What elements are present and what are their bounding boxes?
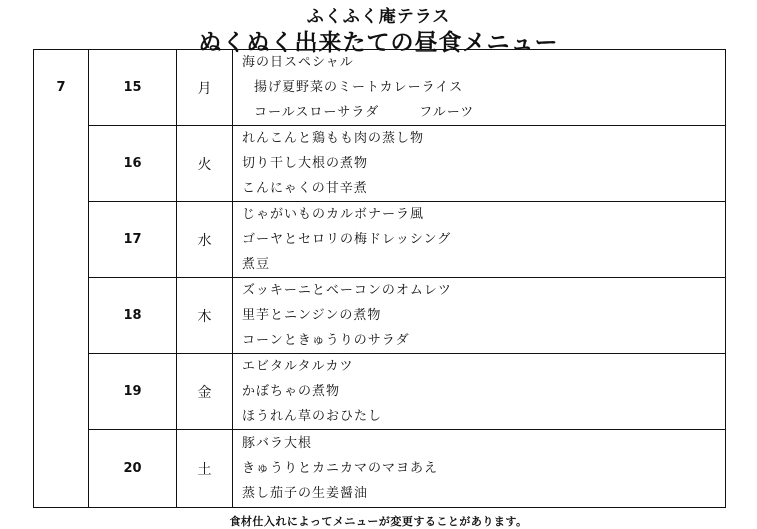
menu-row	[34, 202, 726, 278]
menu-cell	[233, 354, 726, 430]
menu-item: コールスローサラダ	[254, 105, 380, 120]
menu-item-pair	[242, 100, 725, 125]
menu-item: 揚げ夏野菜のミートカレーライス	[254, 80, 464, 95]
menu-row	[34, 50, 726, 126]
weekday-cell: 月	[177, 50, 233, 126]
menu-row	[34, 278, 726, 354]
menu-item: きゅうりとカニカマのマヨあえ	[242, 461, 439, 476]
menu-item: 豚バラ大根	[242, 436, 313, 451]
menu-row	[34, 126, 726, 202]
menu-title: ぬくぬく出来たての昼食メニュー	[198, 30, 559, 56]
weekday-cell: 木	[177, 278, 233, 354]
menu-item: 海の日スペシャル	[242, 55, 354, 70]
menu-item: 切り干し大根の煮物	[242, 156, 369, 171]
weekday-cell: 金	[177, 354, 233, 430]
weekday-cell: 水	[177, 202, 233, 278]
menu-item: じゃがいものカルボナーラ風	[242, 207, 425, 222]
date-cell: 19	[89, 354, 177, 430]
date-cell: 20	[89, 430, 177, 508]
footer-note: 食材仕入れによってメニューが変更することがあります。	[229, 515, 528, 528]
restaurant-title: ふくふく庵テラス	[306, 7, 451, 27]
menu-table	[33, 49, 726, 508]
menu-item: ほうれん草のおひたし	[242, 409, 383, 424]
menu-item: 蒸し茄子の生姜醤油	[242, 486, 369, 501]
menu-cell	[233, 278, 726, 354]
menu-row	[34, 430, 726, 508]
month-cell-empty	[34, 202, 89, 278]
date-cell: 15	[89, 50, 177, 126]
menu-item: こんにゃくの甘辛煮	[242, 181, 368, 196]
menu-item: れんこんと鶏もも肉の蒸し物	[242, 131, 425, 146]
menu-item: フルーツ	[419, 105, 475, 120]
month-cell-empty	[34, 126, 89, 202]
menu-row	[34, 354, 726, 430]
date-cell: 18	[89, 278, 177, 354]
weekday-cell: 土	[177, 430, 233, 508]
menu-item: エビタルタルカツ	[242, 359, 354, 374]
menu-item: コーンときゅうりのサラダ	[242, 333, 410, 348]
date-cell: 16	[89, 126, 177, 202]
date-cell: 17	[89, 202, 177, 278]
menu-cell	[233, 50, 726, 126]
menu-cell	[233, 126, 726, 202]
menu-item: かぼちゃの煮物	[242, 384, 341, 399]
menu-item: ゴーヤとセロリの梅ドレッシング	[242, 232, 452, 247]
menu-item: 里芋とニンジンの煮物	[242, 308, 382, 323]
menu-cell	[233, 202, 726, 278]
menu-item: ズッキーニとベーコンのオムレツ	[242, 283, 452, 298]
month-cell-empty	[34, 278, 89, 354]
month-cell: 7	[34, 50, 89, 126]
menu-cell	[233, 430, 726, 508]
weekday-cell: 火	[177, 126, 233, 202]
month-cell-empty	[34, 430, 89, 508]
menu-item: 煮豆	[242, 257, 271, 272]
month-cell-empty	[34, 354, 89, 430]
